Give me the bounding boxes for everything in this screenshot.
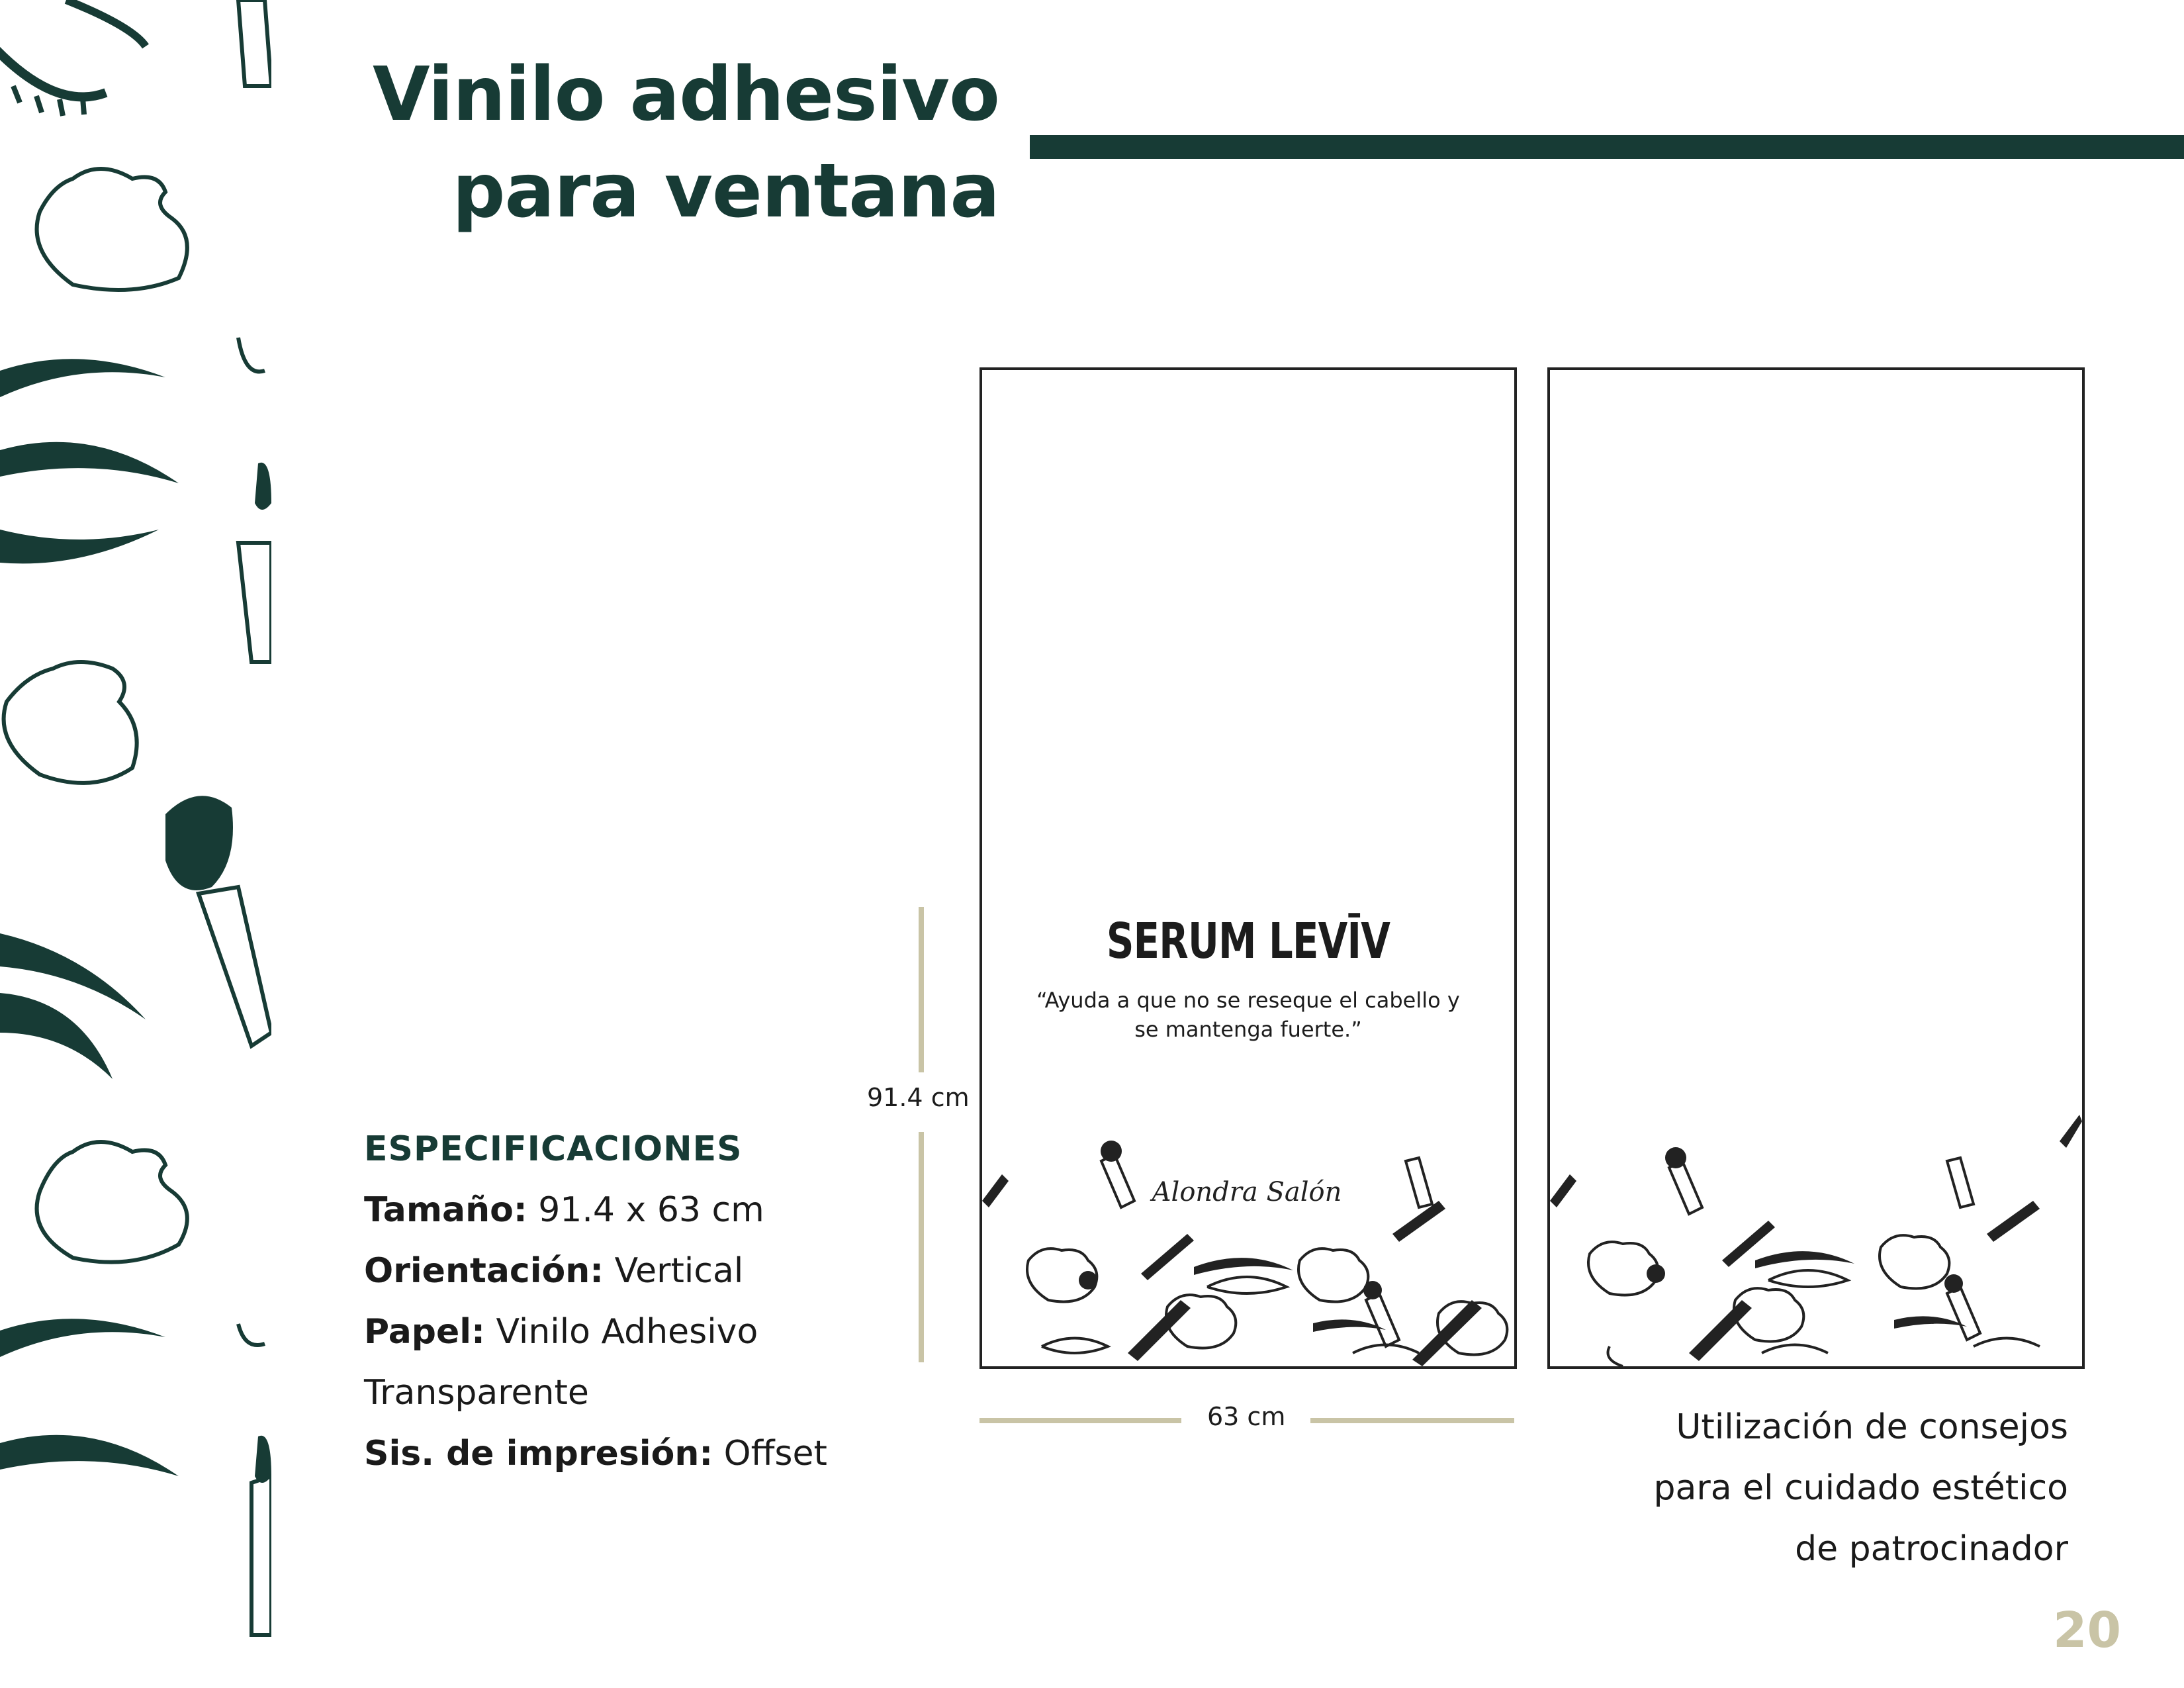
hair-bun-icon (4, 662, 137, 783)
eye-icon (1207, 1277, 1287, 1293)
comb-icon (982, 1174, 1009, 1207)
eye-icon (1762, 1345, 1828, 1354)
title-line-1: Vinilo adhesivo (372, 52, 999, 138)
vinyl-mockup-back (1547, 367, 2085, 1369)
page-number: 20 (2053, 1602, 2121, 1659)
page-title (373, 46, 999, 240)
eye-icon (1974, 1338, 2040, 1347)
product-quote: “Ayuda a que no se reseque el cabello y se mantenga fuerte.” (1036, 988, 1460, 1042)
spec-size: Tamaño: 91.4 x 63 cm (364, 1190, 764, 1230)
makeup-brush-icon (1947, 1287, 1980, 1340)
eye-icon (0, 1435, 179, 1476)
decorative-pattern-strip (0, 0, 271, 1688)
specs-heading: ESPECIFICACIONES (364, 1129, 743, 1169)
makeup-brush-icon (165, 796, 233, 890)
eyebrow-icon (1194, 1258, 1293, 1275)
makeup-brush-icon (1647, 1264, 1665, 1283)
title-line-2: para ventana (452, 148, 999, 234)
hair-bun-icon (37, 1142, 187, 1262)
spec-orientation: Orientación: Vertical (364, 1251, 744, 1291)
vinyl-mockup-front (979, 367, 1517, 1369)
eyebrow-icon (1894, 1316, 1967, 1329)
comb-icon (1550, 1174, 1576, 1207)
eye-icon (0, 530, 159, 563)
spec-paper: Papel: Vinilo Adhesivo (364, 1312, 758, 1352)
comb-icon (1987, 1201, 2040, 1242)
makeup-brush-icon (238, 543, 271, 662)
makeup-brush-icon (199, 887, 271, 1046)
makeup-brush-icon (1665, 1147, 1686, 1168)
specifications (364, 1119, 827, 1484)
makeup-brush-icon (255, 1436, 271, 1483)
spec-paper-cont: Transparente (364, 1373, 589, 1413)
makeup-brush-icon (238, 0, 271, 86)
eye-icon (0, 993, 113, 1079)
spec-print-system: Sis. de impresión: Offset (364, 1434, 827, 1474)
makeup-brush-icon (1944, 1274, 1963, 1293)
comb-icon (1412, 1300, 1482, 1366)
makeup-brush-icon (251, 1476, 271, 1635)
makeup-brush-icon (1363, 1281, 1382, 1299)
comb-icon (1141, 1234, 1194, 1280)
mockup-caption: Utilización de consejos para el cuidado estético de patrocinador (1653, 1407, 2068, 1569)
eyebrow-icon (0, 1319, 165, 1357)
title-rule (1030, 135, 2184, 159)
hair-bun-icon (1880, 1235, 1949, 1288)
makeup-brush-icon (255, 463, 271, 510)
comb-icon (1128, 1300, 1191, 1361)
makeup-brush-icon (1079, 1271, 1097, 1289)
eye-icon (0, 442, 179, 483)
beauty-icon-pattern (1550, 1102, 2082, 1366)
eyebrow-icon (1755, 1251, 1854, 1268)
hair-bun-icon (37, 169, 187, 290)
eye-icon (1042, 1338, 1108, 1354)
mascara-icon (1947, 1158, 1974, 1207)
makeup-brush-icon (1101, 1141, 1122, 1162)
makeup-brush-icon (1366, 1293, 1399, 1346)
product-name: SERUM LEVĪV (1106, 913, 1390, 970)
mascara-icon (1406, 1158, 1432, 1207)
width-dimension-label: 63 cm (1207, 1402, 1286, 1431)
hair-bun-icon (1588, 1242, 1658, 1295)
height-dimension-label: 91.4 cm (867, 1083, 970, 1112)
hair-bun-icon (1608, 1346, 1623, 1366)
height-dimension-line (919, 907, 924, 1362)
beauty-icon-pattern (982, 1102, 1514, 1366)
logo: Alondra Salón (1152, 1177, 1342, 1207)
eye-icon (1768, 1270, 1848, 1287)
eyebrow-icon (0, 359, 165, 397)
comb-icon (2060, 1115, 2082, 1148)
makeup-brush-icon (1669, 1161, 1702, 1214)
makeup-brush-icon (1101, 1154, 1134, 1207)
beauty-pattern (0, 0, 271, 1688)
hair-bun-icon (1298, 1248, 1368, 1301)
